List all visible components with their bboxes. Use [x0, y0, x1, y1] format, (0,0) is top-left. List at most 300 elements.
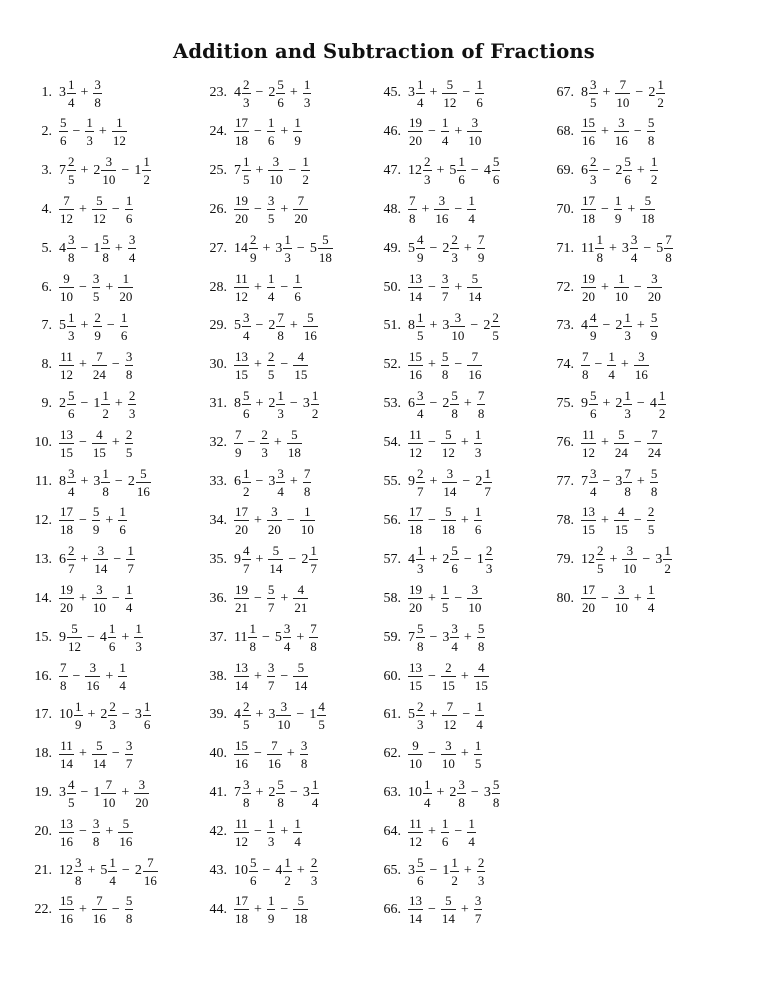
fraction-stack: [59, 428, 74, 459]
numerator: 19: [235, 193, 248, 209]
fraction-stack: [595, 233, 604, 264]
whole-part: 5: [449, 162, 457, 178]
mixed-number: [309, 700, 326, 731]
fraction-stack: [59, 350, 74, 381]
mixed-number: [234, 622, 257, 653]
denominator: 3: [474, 444, 482, 460]
numerator: 3: [94, 76, 101, 92]
fraction: [467, 116, 482, 147]
numerator: 1: [120, 309, 128, 325]
denominator: 14: [94, 561, 108, 577]
denominator: 5: [243, 716, 250, 732]
problem-number: 49.: [383, 240, 401, 256]
problem-number: 73.: [556, 318, 574, 334]
operator: +: [114, 396, 123, 412]
problem-item: [18, 269, 133, 307]
problem-item: [193, 774, 319, 812]
problem-number: 39.: [209, 707, 227, 723]
mixed-number: [268, 311, 285, 342]
denominator: 10: [451, 327, 465, 343]
numerator: 2: [94, 309, 101, 325]
problem-number: 20.: [34, 824, 52, 840]
operator: +: [105, 279, 114, 295]
problem-item: [540, 424, 662, 462]
denominator: 15: [409, 678, 422, 693]
numerator: 5: [277, 76, 284, 92]
numerator: 11: [409, 815, 422, 831]
denominator: 8: [125, 366, 133, 382]
problem-number: 9.: [41, 396, 52, 412]
fraction-stack: [92, 739, 107, 770]
numerator: 19: [409, 115, 422, 131]
denominator: 14: [235, 678, 248, 693]
fraction-stack: [67, 155, 76, 186]
numerator: 4: [478, 660, 485, 675]
fraction-stack: [85, 116, 94, 147]
problem-item: [18, 424, 133, 462]
numerator: 2: [243, 698, 250, 714]
problem-item: [367, 307, 500, 345]
mixed-number: [442, 622, 459, 653]
fraction-stack: [125, 350, 134, 381]
fraction-stack: [242, 155, 251, 186]
problem-number: 24.: [209, 123, 227, 139]
numerator: 15: [582, 115, 595, 131]
fraction-stack: [59, 116, 68, 147]
operator: +: [460, 435, 469, 451]
operator: −: [121, 863, 130, 878]
whole-part: 2: [93, 162, 101, 178]
denominator: 9: [250, 250, 257, 266]
denominator: 15: [60, 444, 73, 460]
denominator: 5: [243, 172, 250, 188]
fraction-stack: [441, 739, 456, 770]
numerator: 2: [109, 698, 116, 714]
problem-number: 76.: [556, 435, 574, 451]
operator: +: [429, 551, 438, 567]
denominator: 3: [277, 405, 284, 421]
operator: −: [121, 707, 130, 723]
fraction: [234, 661, 249, 692]
operator: +: [463, 863, 472, 878]
problem-number: 3.: [41, 162, 52, 178]
operator: −: [454, 201, 463, 217]
denominator: 10: [614, 600, 628, 616]
operator: −: [462, 85, 471, 100]
fraction: [118, 817, 133, 848]
numerator: 1: [441, 815, 449, 831]
fraction-stack: [416, 389, 425, 420]
fraction-stack: [59, 505, 74, 536]
fraction: [118, 505, 127, 536]
numerator: 3: [417, 387, 424, 403]
numerator: 5: [297, 893, 305, 909]
numerator: 3: [283, 621, 291, 637]
numerator: 2: [451, 232, 458, 248]
fraction: [92, 194, 107, 225]
fraction-stack: [267, 739, 282, 770]
problem-number: 26.: [209, 201, 227, 217]
mixed-number: [442, 389, 459, 420]
denominator: 16: [303, 327, 317, 343]
whole-part: 6: [408, 396, 415, 412]
fraction-stack: [434, 194, 449, 225]
fraction-stack: [59, 194, 74, 225]
denominator: 4: [451, 639, 458, 655]
whole-part: 4: [275, 863, 283, 878]
numerator: 5: [125, 893, 133, 909]
operator: −: [470, 318, 479, 334]
numerator: 5: [451, 387, 458, 403]
fraction: [293, 194, 308, 225]
fraction: [467, 350, 482, 381]
problem-item: [367, 813, 476, 851]
fraction: [125, 739, 134, 770]
numerator: 19: [60, 582, 73, 598]
operator: +: [105, 668, 114, 684]
mixed-number: [301, 544, 318, 575]
numerator: 4: [297, 348, 305, 364]
fraction-stack: [242, 311, 251, 342]
denominator: 20: [235, 211, 248, 227]
numerator: 2: [128, 387, 136, 403]
denominator: 6: [250, 872, 257, 888]
fraction: [125, 894, 134, 925]
problem-number: 77.: [556, 474, 574, 489]
fraction-stack: [67, 622, 82, 653]
mixed-number: [477, 544, 494, 575]
problem-item: [193, 658, 308, 696]
mixed-number: [581, 233, 604, 264]
mixed-number: [59, 467, 76, 498]
fraction: [477, 622, 486, 653]
fraction-stack: [276, 78, 285, 109]
mixed-number: [135, 700, 152, 731]
denominator: 2: [657, 94, 664, 110]
problem-number: 50.: [383, 279, 401, 295]
fraction-stack: [108, 856, 117, 887]
operator: −: [428, 279, 436, 295]
numerator: 5: [624, 154, 631, 170]
fraction: [234, 116, 249, 147]
operator: +: [273, 435, 282, 451]
fraction-stack: [59, 739, 74, 770]
operator: −: [87, 629, 95, 645]
whole-part: 3: [59, 85, 66, 100]
fraction-stack: [581, 272, 596, 303]
denominator: 10: [468, 133, 482, 149]
numerator: 2: [445, 660, 452, 675]
operator: −: [470, 785, 479, 801]
fraction-stack: [293, 350, 308, 381]
mixed-number: [275, 856, 292, 887]
numerator: 5: [102, 232, 109, 248]
operator: +: [280, 123, 289, 139]
numerator: 1: [68, 76, 75, 92]
problem-number: 10.: [34, 435, 52, 451]
fraction: [128, 233, 137, 264]
denominator: 5: [492, 327, 499, 343]
numerator: 1: [303, 76, 311, 92]
denominator: 4: [267, 289, 275, 304]
numerator: 5: [471, 271, 479, 286]
operator: −: [429, 629, 438, 645]
fraction-stack: [125, 428, 134, 459]
fraction-stack: [622, 544, 637, 575]
problem-number: 38.: [209, 668, 227, 684]
fraction-stack: [309, 544, 318, 575]
problem-number: 15.: [34, 629, 52, 645]
denominator: 7: [127, 561, 134, 577]
denominator: 3: [109, 716, 116, 732]
numerator: 3: [445, 737, 452, 753]
fraction-stack: [92, 350, 107, 381]
fraction-stack: [467, 116, 482, 147]
fraction: [128, 389, 137, 420]
denominator: 2: [658, 405, 666, 421]
problem-number: 29.: [209, 318, 227, 334]
fraction-stack: [234, 894, 249, 925]
problem-item: [540, 269, 662, 307]
denominator: 3: [267, 833, 275, 849]
numerator: 5: [122, 815, 130, 831]
numerator: 1: [249, 621, 256, 637]
numerator: 5: [441, 348, 449, 364]
fraction: [581, 350, 590, 381]
page-title: Addition and Subtraction of Fractions: [173, 40, 595, 63]
numerator: 3: [280, 698, 288, 714]
denominator: 8: [647, 133, 655, 149]
whole-part: 2: [442, 551, 450, 567]
fraction: [441, 583, 450, 614]
problem-number: 40.: [209, 746, 227, 762]
numerator: 3: [474, 893, 482, 909]
numerator: 3: [243, 309, 250, 325]
fraction: [303, 467, 312, 498]
denominator: 18: [582, 211, 595, 227]
fraction-stack: [92, 194, 107, 225]
problem-number: 45.: [383, 85, 401, 100]
problem-number: 63.: [383, 785, 401, 801]
fraction: [581, 272, 596, 303]
numerator: 3: [638, 348, 645, 364]
operator: −: [428, 901, 436, 917]
operator: −: [79, 435, 87, 451]
operator: −: [601, 590, 609, 606]
mixed-number: [93, 467, 110, 498]
whole-part: 12: [581, 551, 595, 567]
fraction-stack: [283, 622, 292, 653]
fraction-stack: [647, 505, 656, 536]
problem-item: [193, 74, 311, 112]
numerator: 3: [75, 854, 82, 870]
denominator: 20: [119, 289, 133, 304]
problem-number: 43.: [209, 863, 227, 878]
fraction-stack: [623, 389, 632, 420]
denominator: 8: [665, 250, 672, 266]
whole-part: 2: [59, 396, 66, 412]
fraction: [581, 505, 596, 536]
fraction-stack: [249, 856, 258, 887]
numerator: 1: [125, 582, 133, 598]
whole-part: 2: [268, 85, 276, 100]
denominator: 18: [235, 133, 248, 149]
denominator: 15: [582, 522, 595, 538]
mixed-number: [622, 233, 639, 264]
operator: +: [98, 123, 107, 139]
fraction: [118, 661, 127, 692]
operator: −: [594, 357, 603, 373]
whole-part: 3: [621, 240, 629, 256]
numerator: 5: [644, 193, 652, 209]
fraction-stack: [276, 778, 285, 809]
fraction-stack: [416, 700, 425, 731]
mixed-number: [234, 700, 251, 731]
whole-part: 2: [449, 785, 457, 801]
operator: −: [114, 474, 123, 489]
numerator: 13: [60, 815, 73, 831]
denominator: 7: [267, 678, 275, 693]
denominator: 4: [109, 872, 116, 888]
operator: +: [255, 396, 264, 412]
numerator: 17: [582, 582, 595, 598]
fraction: [467, 194, 476, 225]
problem-number: 62.: [383, 746, 401, 762]
fraction: [134, 778, 149, 809]
numerator: 7: [624, 465, 631, 481]
fraction: [467, 272, 482, 303]
fraction: [475, 700, 484, 731]
numerator: 5: [618, 426, 625, 442]
fraction: [59, 894, 74, 925]
numerator: 1: [294, 115, 301, 131]
problem-number: 71.: [556, 240, 574, 256]
mixed-number: [59, 778, 76, 809]
denominator: 10: [269, 172, 283, 188]
operator: +: [262, 240, 271, 256]
whole-part: 1: [309, 707, 317, 723]
fraction-stack: [615, 78, 630, 109]
operator: +: [80, 318, 89, 334]
problem-item: [367, 774, 500, 812]
denominator: 7: [441, 289, 449, 304]
denominator: 15: [92, 444, 106, 460]
fraction: [408, 194, 417, 225]
denominator: 12: [68, 639, 81, 655]
fraction: [234, 739, 249, 770]
operator: +: [80, 162, 89, 178]
operator: +: [428, 590, 436, 606]
mixed-number: [275, 622, 292, 653]
operator: +: [429, 85, 438, 100]
operator: +: [254, 357, 262, 373]
fraction-stack: [408, 739, 423, 770]
denominator: 16: [267, 755, 281, 771]
problem-item: [18, 463, 151, 501]
problem-item: [193, 735, 308, 773]
fraction-stack: [614, 505, 629, 536]
problem-number: 52.: [383, 357, 401, 373]
whole-part: 1: [134, 162, 142, 178]
fraction: [267, 583, 276, 614]
numerator: 1: [441, 115, 449, 131]
numerator: 2: [417, 465, 424, 481]
fraction-stack: [234, 817, 249, 848]
numerator: 3: [626, 543, 634, 559]
fraction: [125, 583, 134, 614]
operator: −: [247, 435, 256, 451]
numerator: 5: [277, 776, 284, 792]
problem-number: 60.: [383, 668, 401, 684]
numerator: 13: [582, 504, 595, 520]
fraction-stack: [136, 467, 151, 498]
denominator: 12: [60, 211, 73, 227]
fraction-stack: [408, 194, 417, 225]
numerator: 1: [608, 348, 615, 364]
numerator: 2: [68, 543, 75, 559]
whole-part: 3: [408, 863, 415, 878]
fraction-stack: [485, 544, 494, 575]
problem-item: [193, 580, 308, 618]
denominator: 4: [417, 94, 424, 110]
fraction-stack: [441, 272, 450, 303]
fraction-stack: [416, 622, 425, 653]
problem-item: [367, 502, 482, 540]
fraction-stack: [125, 894, 134, 925]
fraction-stack: [441, 817, 450, 848]
operator: −: [262, 863, 271, 878]
problem-number: 2.: [41, 123, 52, 139]
numerator: 1: [458, 154, 465, 170]
numerator: 19: [235, 582, 248, 598]
fraction-stack: [318, 233, 333, 264]
numerator: 4: [417, 232, 424, 248]
denominator: 8: [477, 639, 485, 655]
fraction-stack: [67, 778, 76, 809]
fraction: [650, 155, 659, 186]
operator: +: [460, 668, 469, 684]
fraction: [474, 428, 483, 459]
fraction-stack: [416, 233, 425, 264]
fraction: [441, 428, 456, 459]
operator: −: [254, 824, 262, 840]
fraction: [442, 78, 457, 109]
mixed-number: [275, 233, 292, 264]
whole-part: 5: [274, 629, 282, 645]
problem-item: [540, 74, 665, 112]
denominator: 6: [590, 405, 597, 421]
numerator: 2: [267, 348, 275, 364]
fraction: [408, 583, 423, 614]
numerator: 5: [71, 621, 78, 637]
denominator: 5: [267, 211, 275, 227]
mixed-number: [234, 389, 251, 420]
whole-part: 6: [234, 474, 241, 489]
fraction-stack: [101, 467, 110, 498]
whole-part: 3: [302, 396, 310, 412]
problem-number: 17.: [34, 707, 52, 723]
operator: +: [454, 279, 463, 295]
fraction-stack: [416, 311, 425, 342]
fraction-stack: [134, 622, 143, 653]
numerator: 5: [445, 504, 452, 520]
fraction: [287, 428, 302, 459]
denominator: 14: [441, 911, 455, 927]
numerator: 3: [438, 193, 446, 209]
operator: +: [121, 785, 130, 801]
fraction: [293, 116, 302, 147]
fraction-stack: [475, 700, 484, 731]
